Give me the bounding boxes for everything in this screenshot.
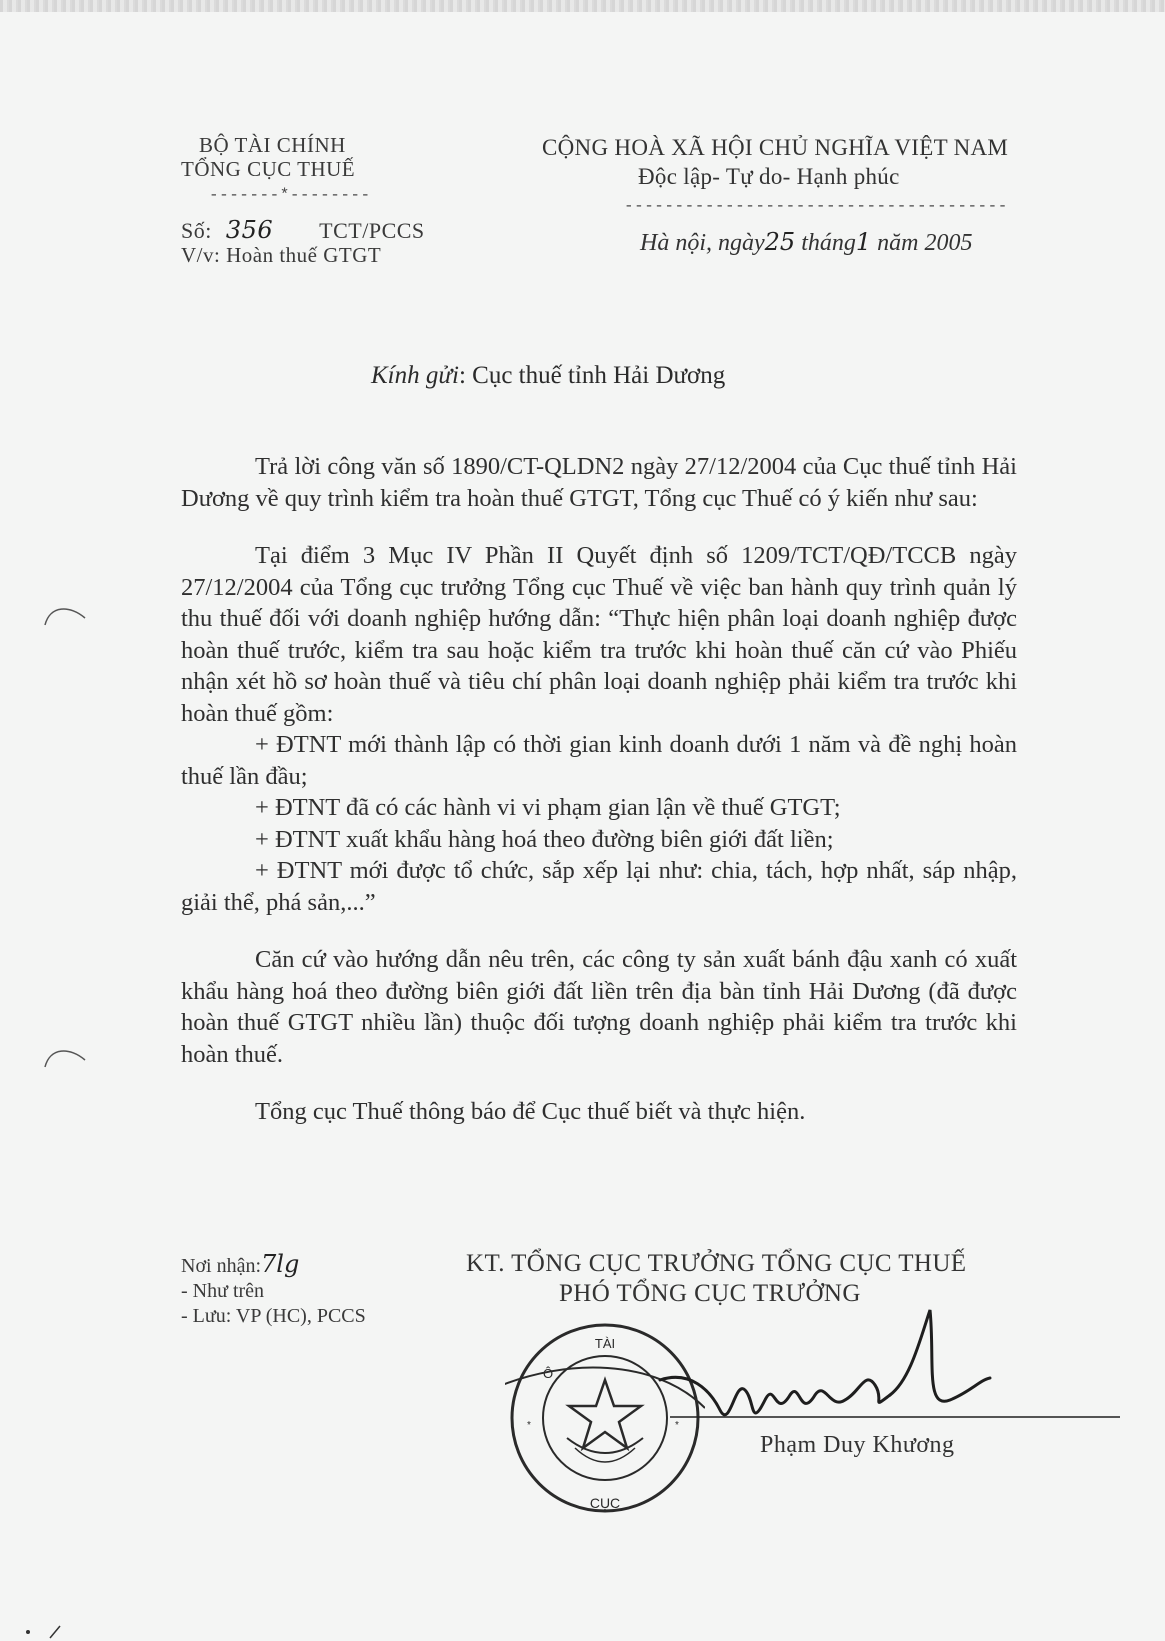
recipient-name: : Cục thuế tỉnh Hải Dương — [458, 362, 726, 389]
paragraph-notice: Tổng cục Thuế thông báo để Cục thuế biết và thực hiện. — [255, 1098, 806, 1125]
date-month-label: tháng — [801, 230, 856, 256]
signature-title-deputy: PHÓ TỔNG CỤC TRƯỞNG — [559, 1280, 861, 1307]
bullet-restructured: + ĐTNT mới được tổ chức, sắp xếp lại như: chia, tách, hợp nhất, sáp nhập, giải thể, phá sản,...” — [181, 857, 1017, 916]
recipient-item: - Như trên — [181, 1280, 265, 1302]
national-motto: Độc lập- Tự do- Hạnh phúc — [638, 164, 900, 189]
header-right-separator: -------------------------------------- — [624, 197, 1008, 215]
recipients-label-row — [181, 1252, 366, 1279]
number-code: TCT/PCCS — [319, 218, 425, 243]
date-place: Hà nội, ngày — [640, 230, 765, 256]
svg-text:CỤC: CỤC — [589, 1495, 621, 1511]
paragraph-reply: Trả lời công văn số 1890/CT-QLDN2 ngày 27/12/2004 của Cục thuế tỉnh Hải Dương về quy trình kiểm tra hoàn thuế GTGT, Tổng cục Thuế có ý kiến như sau: — [181, 453, 1017, 512]
date-day: 25 — [764, 228, 796, 256]
scan-artifact-mark — [40, 1042, 90, 1072]
svg-text:TÀI: TÀI — [594, 1336, 616, 1351]
recipients-block — [181, 1252, 366, 1329]
svg-text:Ô: Ô — [543, 1366, 554, 1381]
country-name: CỘNG HOÀ XÃ HỘI CHỦ NGHĨA VIỆT NAM — [542, 135, 1009, 160]
document-subject: V/v: Hoàn thuế GTGT — [181, 243, 382, 267]
signer-name: Phạm Duy Khương — [760, 1432, 955, 1458]
scan-artifact-mark — [0, 1620, 80, 1640]
recipient-line — [371, 362, 725, 390]
date-year: năm 2005 — [877, 230, 973, 256]
bullet-violations: + ĐTNT đã có các hành vi vi phạm gian lận về thuế GTGT; — [255, 794, 841, 821]
paragraph-conclusion: Căn cứ vào hướng dẫn nêu trên, các công ty sản xuất bánh đậu xanh có xuất khẩu hàng hoá theo đường biên giới đất liền trên địa bàn tỉnh Hải Dương (đã được hoàn thuế GTGT nhiều lần) thuộc đối tượng doanh nghiệp phải kiểm tra trước khi hoàn thuế. — [181, 946, 1017, 1068]
star-icon — [569, 1380, 641, 1448]
header-left-separator: -------*-------- — [209, 186, 371, 204]
number-value: 356 — [225, 216, 274, 244]
svg-text:*: * — [527, 1420, 531, 1431]
recipient-label: Kính gửi — [371, 362, 459, 389]
signature-title-primary: KT. TỔNG CỤC TRƯỞNG TỔNG CỤC THUẾ — [466, 1250, 967, 1277]
recipient-item: - Lưu: VP (HC), PCCS — [181, 1305, 366, 1327]
date-month: 1 — [855, 228, 872, 256]
number-label: Số: — [181, 218, 212, 243]
ministry-name: BỘ TÀI CHÍNH — [199, 133, 346, 157]
recipients-label: Nơi nhận: — [181, 1255, 262, 1277]
department-name: TỔNG CỤC THUẾ — [181, 157, 356, 181]
bullet-new-enterprise: + ĐTNT mới thành lập có thời gian kinh doanh dưới 1 năm và đề nghị hoàn thuế lần đầu; — [181, 731, 1017, 790]
paragraph-regulation: Tại điểm 3 Mục IV Phần II Quyết định số 1209/TCT/QĐ/TCCB ngày 27/12/2004 của Tổng cục trưởng Tổng cục Thuế về việc ban hành quy trình quản lý thu thuế đối với doanh nghiệp hướng dẫn: “Thực hiện phân loại doanh nghiệp được hoàn thuế trước, kiểm tra sau hoặc kiểm tra trước khi hoàn thuế căn cứ vào Phiếu nhận xét hồ sơ hoàn thuế và tiêu chí phân loại doanh nghiệp phải kiểm tra trước khi hoàn thuế gồm: — [181, 542, 1017, 727]
scan-artifact-mark — [40, 600, 90, 630]
handwritten-signature — [650, 1300, 1130, 1490]
scan-artifact-bar — [0, 0, 1165, 12]
bullet-land-border-export: + ĐTNT xuất khẩu hàng hoá theo đường biên giới đất liền; — [255, 825, 834, 853]
letter-body — [181, 451, 1017, 1128]
document-date — [640, 228, 973, 257]
svg-text:*: * — [675, 1420, 679, 1431]
document-number-row — [181, 216, 425, 244]
recipients-handwritten-note: 7lg — [261, 1250, 300, 1278]
